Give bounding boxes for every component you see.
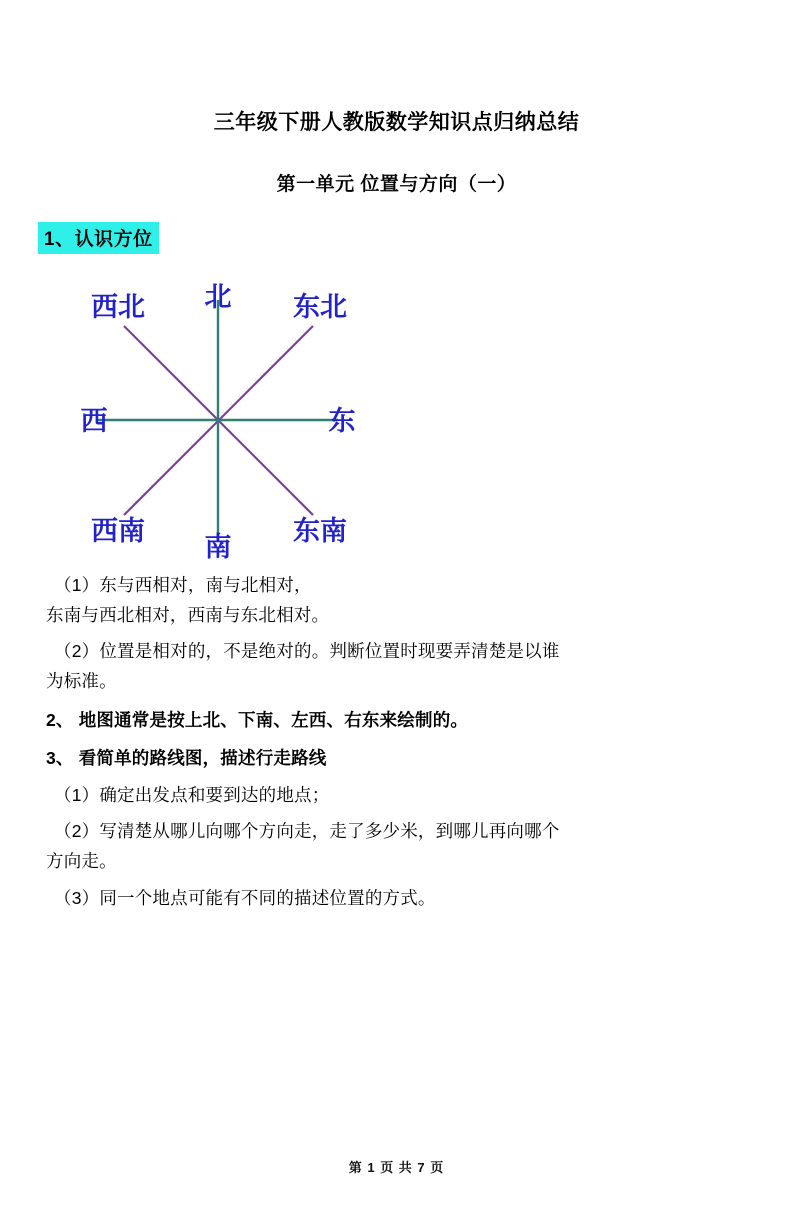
paragraph-5: 2、 地图通常是按上北、下南、左西、右东来绘制的。: [46, 709, 469, 730]
page-footer: 第 1 页 共 7 页: [348, 1160, 445, 1175]
document-page: [0, 106, 793, 1228]
paragraph-8: （2）写清楚从哪儿向哪个方向走，走了多少米，到哪儿再向哪个: [54, 821, 560, 842]
unit-title: 第一单元 位置与方向（一）: [276, 174, 517, 195]
compass-label-northeast: 东北: [293, 292, 347, 322]
compass-label-north: 北: [204, 282, 232, 312]
paragraph-1: （1）东与西相对，南与北相对，: [54, 575, 312, 595]
compass-label-south: 南: [204, 532, 232, 562]
compass-directions-diagram: [76, 278, 361, 563]
page-title: 三年级下册人教版数学知识点归纳总结: [213, 111, 580, 134]
paragraph-3: （2）位置是相对的，不是绝对的。判断位置时现要弄清楚是以谁: [54, 641, 560, 662]
section-heading-highlight: 1、认识方位: [38, 222, 159, 254]
paragraph-10: （3）同一个地点可能有不同的描述位置的方式。: [54, 887, 436, 908]
compass-label-southeast: 东南: [293, 516, 347, 546]
paragraph-6: 3、 看简单的路线图，描述行走路线: [46, 748, 327, 769]
compass-label-northwest: 西北: [91, 292, 145, 322]
paragraph-9: 方向走。: [46, 851, 117, 872]
compass-label-west: 西: [80, 406, 108, 436]
compass-label-southwest: 西南: [91, 516, 145, 546]
paragraph-2: 东南与西北相对，西南与东北相对。: [46, 604, 330, 625]
paragraph-7: （1）确定出发点和要到达的地点；: [54, 784, 330, 805]
compass-label-east: 东: [328, 406, 356, 436]
paragraph-4: 为标准。: [46, 670, 117, 691]
